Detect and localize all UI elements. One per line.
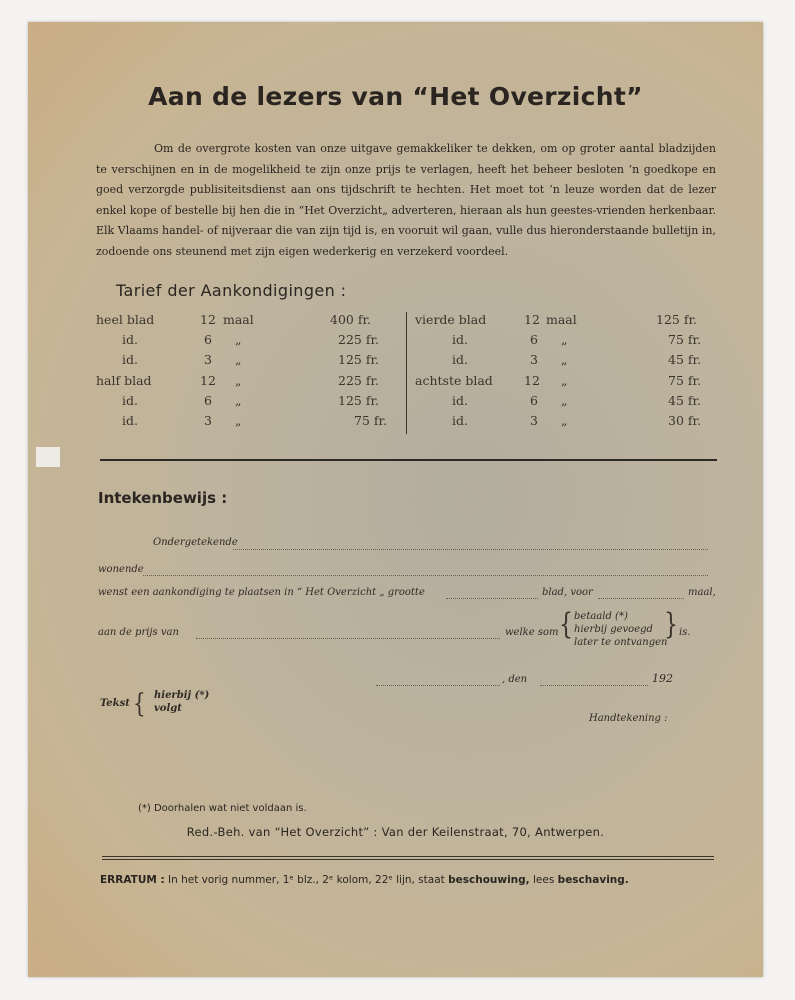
rate-count: 12 — [524, 373, 540, 388]
rate-size: vierde blad — [415, 312, 487, 327]
rate-unit: „ — [235, 373, 242, 388]
ondergetekende-label: Ondergetekende — [153, 537, 238, 548]
rate-size: id. — [452, 352, 468, 367]
rate-count: 6 — [530, 332, 538, 347]
rate-count: 3 — [204, 413, 212, 428]
double-rule-bottom — [102, 859, 714, 860]
rate-unit: maal — [546, 312, 577, 327]
rate-count: 12 — [524, 312, 540, 327]
rate-price: 225 fr. — [338, 373, 380, 388]
erratum-wrong-word: beschouwing, — [448, 874, 530, 886]
rate-count: 12 — [200, 312, 216, 327]
intro-paragraph: Om de overgrote kosten van onze uitgave gemakkeliker te dekken, om op groter aantal bladzijden te verschijnen en in de mogelikheid te zijn onze prijs te verlagen, heeft het beheer besloten ’n goedkope en goed verzorgde publisiteitsdienst aan ons tijdschrift te hechten. Het moet tot ’n leuze worden dat de lezer enkel kope of bestelle bij hen die in “Het Overzicht„ adverteren, hieraan als hun geestes-vrienden herkenbaar. Elk Vlaams handel- of nijveraar die van zijn tijd is, en vooruit wil gaan, vulle dus hieronderstaande bulletijn in, zodoende ons steunend met zijn eigen wederkerig en verzekerd voordeel. — [96, 142, 716, 258]
rate-size: half blad — [96, 373, 152, 388]
rate-size: achtste blad — [415, 373, 493, 388]
double-rule-top — [102, 856, 714, 857]
rate-price: 225 fr. — [338, 332, 380, 347]
grootte-field[interactable] — [446, 598, 538, 599]
maal-field[interactable] — [598, 598, 684, 599]
blad-voor-label: blad, voor — [542, 587, 593, 598]
wonende-field[interactable] — [143, 575, 708, 576]
option-later-te-ontvangen[interactable]: later te ontvangen — [574, 637, 668, 648]
rate-price: 125 fr. — [338, 352, 380, 367]
tekst-brace-icon: { — [133, 687, 146, 719]
rate-size: id. — [452, 332, 468, 347]
rate-unit: „ — [561, 373, 568, 388]
maal-label: maal, — [688, 587, 716, 598]
datum-field[interactable] — [540, 685, 648, 686]
column-divider — [406, 312, 407, 434]
option-hierbij[interactable]: hierbij (*) — [154, 690, 210, 701]
page-title: Aan de lezers van “Het Overzicht” — [148, 82, 643, 111]
rate-price: 45 fr. — [668, 393, 702, 408]
rate-count: 3 — [530, 352, 538, 367]
option-volgt[interactable]: volgt — [154, 703, 182, 714]
erratum-lees: lees — [533, 874, 555, 886]
rate-price: 45 fr. — [668, 352, 702, 367]
rate-price: 75 fr. — [354, 413, 388, 428]
option-hierbij-gevoegd[interactable]: hierbij gevoegd — [574, 624, 653, 635]
rate-size: heel blad — [96, 312, 155, 327]
rate-unit: „ — [561, 352, 568, 367]
left-brace-icon: { — [559, 609, 573, 642]
rate-size: id. — [452, 393, 468, 408]
publisher-address: Red.-Beh. van “Het Overzicht” : Van der Keilenstraat, 70, Antwerpen. — [186, 825, 605, 839]
tekst-label: Tekst — [100, 698, 130, 709]
year-label: 192 — [652, 672, 673, 685]
rate-price: 125 fr. — [656, 312, 698, 327]
rate-size: id. — [122, 393, 138, 408]
tarief-heading: Tarief der Aankondigingen : — [116, 281, 347, 300]
rate-unit: „ — [235, 352, 242, 367]
den-label: , den — [502, 674, 528, 685]
erratum-text: In het vorig nummer, 1ᵉ blz., 2ᵉ kolom, 22ᵉ lijn, staat — [168, 874, 445, 886]
rate-unit: „ — [561, 332, 568, 347]
intekenbewijs-heading: Intekenbewijs : — [98, 489, 228, 507]
welke-som-label: welke som — [505, 627, 559, 638]
rate-size: id. — [122, 352, 138, 367]
rate-size: id. — [122, 332, 138, 347]
rate-count: 6 — [204, 332, 212, 347]
rate-count: 12 — [200, 373, 216, 388]
erratum-line — [100, 874, 629, 886]
rate-unit: „ — [235, 413, 242, 428]
rate-unit: „ — [235, 332, 242, 347]
is-label: is. — [679, 627, 691, 638]
rate-price: 30 fr. — [668, 413, 702, 428]
prijs-label: aan de prijs van — [98, 627, 179, 638]
handtekening-label: Handtekening : — [589, 713, 668, 724]
rate-unit: „ — [561, 413, 568, 428]
rate-unit: „ — [561, 393, 568, 408]
rate-unit: „ — [235, 393, 242, 408]
rate-price: 75 fr. — [668, 332, 702, 347]
erratum-correct-word: beschaving. — [557, 874, 629, 886]
torn-edge — [36, 447, 60, 467]
wonende-label: wonende — [98, 564, 144, 575]
rate-count: 6 — [204, 393, 212, 408]
footnote: (*) Doorhalen wat niet voldaan is. — [138, 803, 307, 814]
right-brace-icon: } — [664, 609, 678, 642]
rate-price: 75 fr. — [668, 373, 702, 388]
rate-count: 3 — [530, 413, 538, 428]
rate-unit: maal — [223, 312, 254, 327]
document-sheet — [28, 22, 763, 977]
rate-count: 3 — [204, 352, 212, 367]
ondergetekende-field[interactable] — [233, 549, 708, 550]
wenst-label: wenst een aankondiging te plaatsen in “ Het Overzicht „ grootte — [98, 587, 425, 598]
rate-price: 125 fr. — [338, 393, 380, 408]
erratum-label: ERRATUM : — [100, 874, 165, 886]
section-divider — [100, 459, 717, 461]
rate-size: id. — [122, 413, 138, 428]
plaats-field[interactable] — [376, 685, 500, 686]
rate-count: 6 — [530, 393, 538, 408]
rate-price: 400 fr. — [330, 312, 372, 327]
prijs-field[interactable] — [196, 638, 500, 639]
option-betaald[interactable]: betaald (*) — [574, 611, 628, 622]
rate-size: id. — [452, 413, 468, 428]
